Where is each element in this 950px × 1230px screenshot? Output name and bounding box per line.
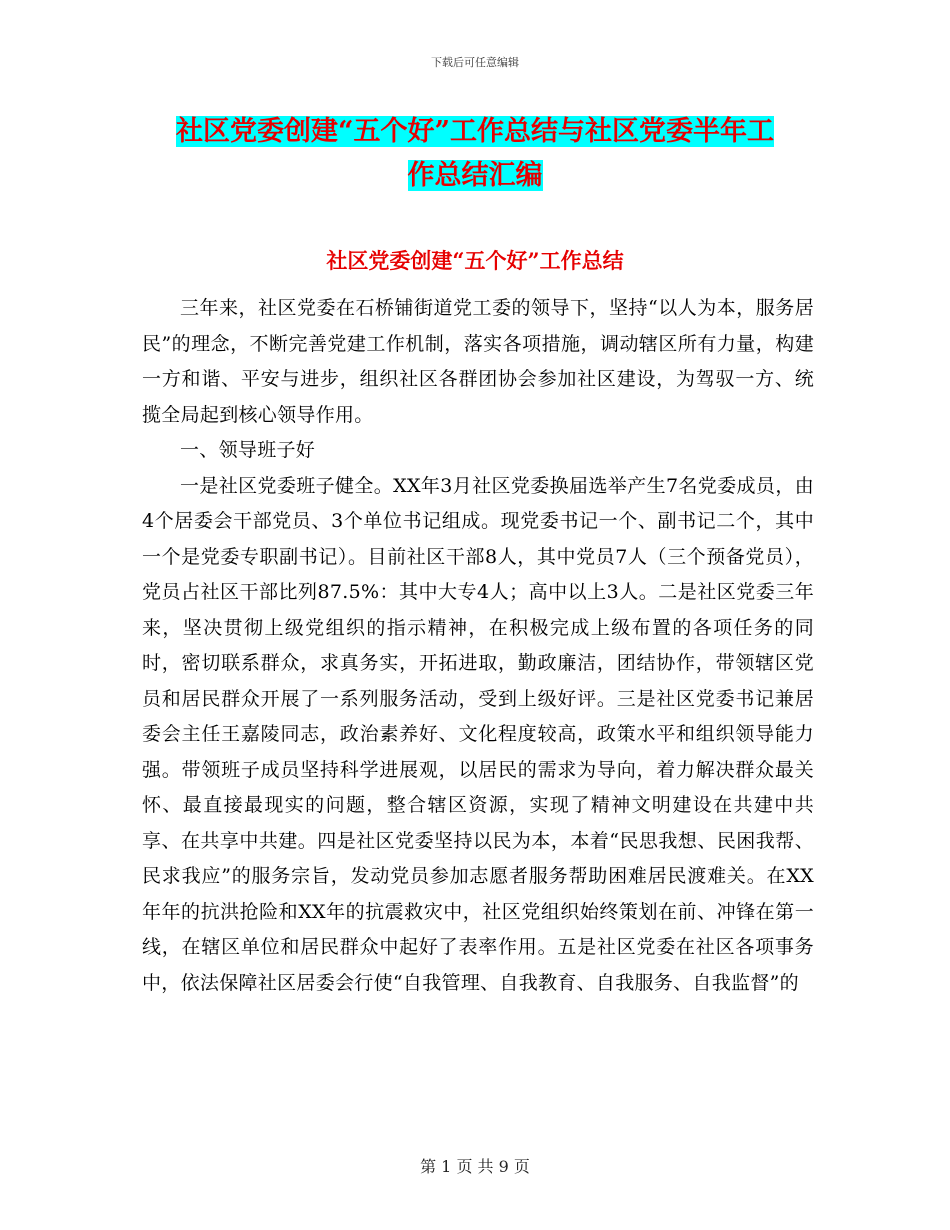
- title-highlight: 作总结汇编: [407, 160, 543, 191]
- document-title-line-1: [150, 108, 800, 156]
- page-header-note: 下载后可任意编辑: [431, 56, 519, 69]
- title-highlight: 社区党委创建“五个好”工作总结与社区党委半年工: [175, 116, 775, 147]
- paragraph-leadership: 一是社区党委班子健全。XX年3月社区党委换届选举产生7名党委成员，由4个居委会干部党员、3个单位书记组成。现党委书记一个、副书记二个，其中一个是党委专职副书记）。目前社区干部8人，其中党员7人（三个预备党员），党员占社区干部比列87.5%：其中大专4人；高中以上3人。二是社区党委三年来，坚决贯彻上级党组织的指示精神，在积极完成上级布置的各项任务的同时，密切联系群众，求真务实，开拓进取，勤政廉洁，团结协作，带领辖区党员和居民群众开展了一系列服务活动，受到上级好评。三是社区党委书记兼居委会主任王嘉陵同志，政治素养好、文化程度较高，政策水平和组织领导能力强。带领班子成员坚持科学进展观，以居民的需求为导向，着力解决群众最关怀、最直接最现实的问题，整合辖区资源，实现了精神文明建设在共建中共享、在共享中共建。四是社区党委坚持以民为本，本着“民思我想、民困我帮、民求我应”的服务宗旨，发动党员参加志愿者服务帮助困难居民渡难关。在XX年年的抗洪抢险和XX年的抗震救灾中，社区党组织始终策划在前、冲锋在第一线，在辖区单位和居民群众中起好了表率作用。五是社区党委在社区各项事务中，依法保障社区居委会行使“自我管理、自我教育、自我服务、自我监督”的: [142, 474, 814, 994]
- section-title: 社区党委创建“五个好”工作总结: [326, 248, 624, 273]
- section-heading-leadership: 一、领导班子好: [180, 439, 316, 461]
- document-title-line-2: [150, 152, 800, 200]
- document-body: [142, 291, 814, 1001]
- page-number-footer: 第 1 页 共 9 页: [420, 1157, 530, 1176]
- paragraph-intro: 三年来，社区党委在石桥铺街道党工委的领导下，坚持“以人为本，服务居民”的理念，不断完善党建工作机制，落实各项措施，调动辖区所有力量，构建一方和谐、平安与进步，组织社区各群团协会参加社区建设，为驾驭一方、统揽全局起到核心领导作用。: [142, 297, 814, 426]
